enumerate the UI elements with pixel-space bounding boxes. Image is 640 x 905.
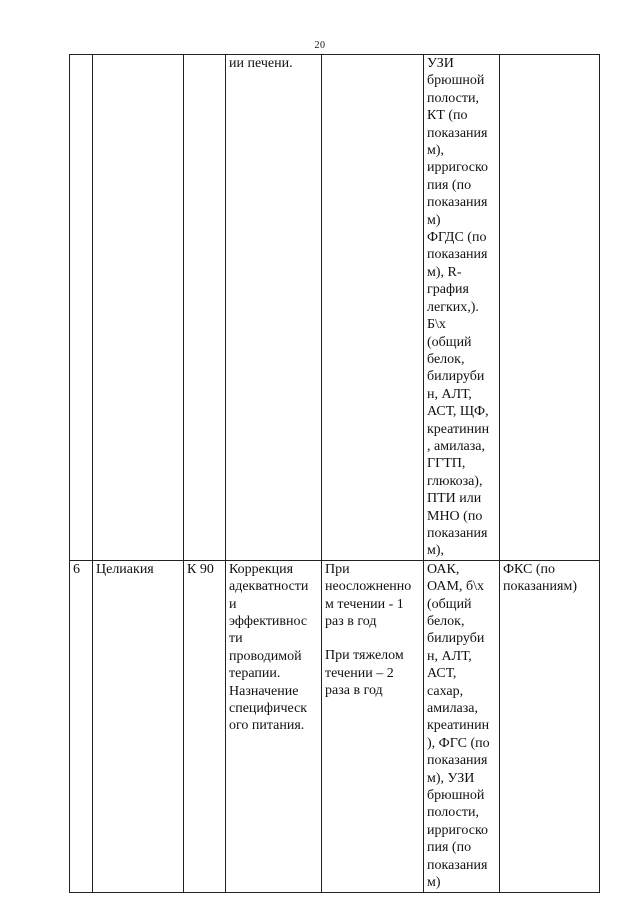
cell-aim bbox=[226, 560, 322, 892]
cell-code bbox=[184, 560, 226, 892]
disease-name: Целиакия bbox=[96, 561, 154, 577]
cell-exams bbox=[424, 55, 500, 561]
icd-code: К 90 bbox=[187, 561, 214, 577]
cell-disease bbox=[93, 55, 184, 561]
cell-frequency bbox=[322, 55, 424, 561]
cell-number bbox=[70, 55, 93, 561]
exams-text: УЗИ брюшной полости, КТ (по показания м), ирригоско пия (по показания м) ФГДС (по показания м), R- графия легких,). Б\х (общий белок, билируби н, АЛТ, АСТ, ЩФ, креатинин , амилаза, ГГТП, глюкоза), ПТИ или МНО (по показания м), bbox=[427, 56, 490, 559]
cell-frequency bbox=[322, 560, 424, 892]
row-number: 6 bbox=[73, 561, 80, 577]
dispensary-table bbox=[69, 54, 600, 893]
cell-exams bbox=[424, 560, 500, 892]
table-row bbox=[70, 55, 600, 561]
frequency-mild: При неосложненно м течении - 1 раз в год bbox=[325, 561, 412, 629]
cell-number bbox=[70, 560, 93, 892]
cell-disease bbox=[93, 560, 184, 892]
frequency-severe: При тяжелом течении – 2 раза в год bbox=[325, 648, 404, 699]
aim-text: Коррекция адекватности и эффективнос ти проводимой терапии. Назначение специфическ ого питания. bbox=[229, 561, 309, 734]
aim-text: ии печени. bbox=[229, 56, 293, 71]
cell-extra bbox=[500, 560, 600, 892]
cell-code bbox=[184, 55, 226, 561]
exams-text: ОАК, ОАМ, б\х (общий белок, билируби н, АЛТ, АСТ, сахар, амилаза, креатинин ), ФГС (по показания м), УЗИ брюшной полости, ирригоско пия (по показания м) bbox=[427, 561, 490, 891]
page-number: 20 bbox=[314, 40, 326, 51]
table-row bbox=[70, 560, 600, 892]
extra-exams: ФКС (по показаниям) bbox=[503, 561, 577, 595]
cell-aim bbox=[226, 55, 322, 561]
cell-extra bbox=[500, 55, 600, 561]
